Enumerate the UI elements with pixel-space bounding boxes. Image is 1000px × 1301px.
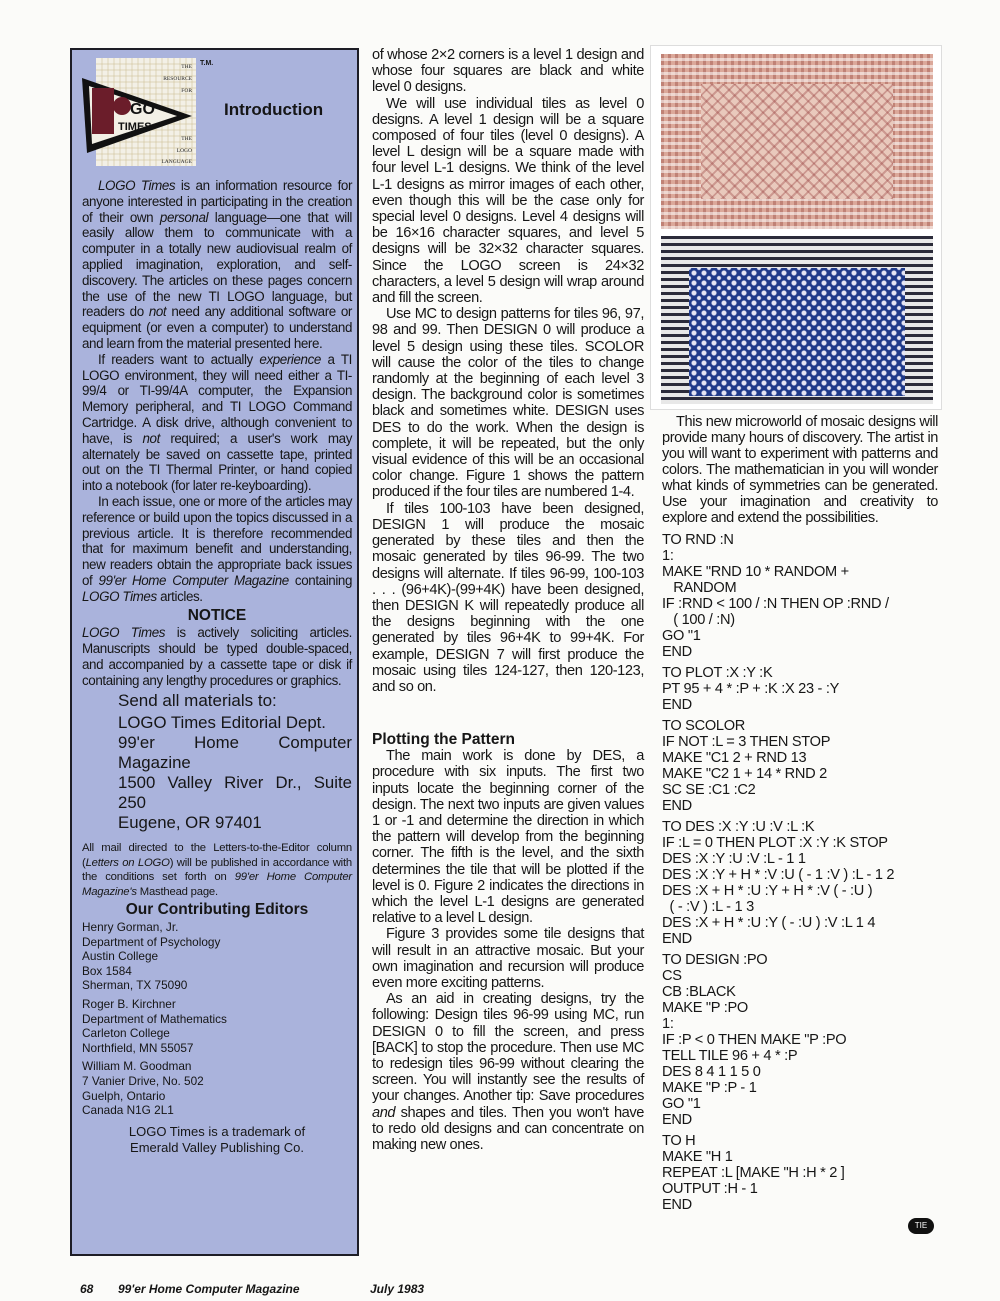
code-line: END <box>662 798 692 814</box>
text-run: Figure 3 provides some tile designs that will result in an attractive mosaic. But your own imagination and recursion will produce even more exciting patterns. <box>372 926 644 991</box>
editor-line: Department of Psychology <box>82 934 221 949</box>
code-line: END <box>662 931 692 947</box>
text-run: is actively soliciting articles. Manuscripts should be typed double-spaced, and accompanied by a cassette tape or disk if containing any lengthy procedures or graphics. <box>82 625 352 688</box>
editors-heading: Our Contributing Editors <box>125 901 309 919</box>
notice-heading: NOTICE <box>187 606 247 624</box>
text-run: We will use individual tiles as level 0 designs. A level 1 design will be a square composed of four tiles (level 0 designs). A level L design will be a square made with four level L-1 designs. We think of the level L-1 designs as mirror images of each other, even though this will be the case only for special level 0 designs. Level 4 designs will be 16×16 character squares, and level 5 designs will be 32×32 character squares. Since the LOGO screen is 24×32 characters, a level 5 design will wrap around and fill the screen. <box>372 95 644 307</box>
code-line: IF :RND < 100 / :N THEN OP :RND / <box>662 596 889 612</box>
editor-line: Canada N1G 2L1 <box>82 1103 174 1118</box>
text-run: 99'er Home Computer Magazine's <box>82 871 352 898</box>
code-line: OUTPUT :H - 1 <box>662 1181 758 1197</box>
text-run: Masthead page. <box>136 885 218 898</box>
text-run: articles. <box>156 588 203 604</box>
code-line: TO RND :N <box>662 532 734 548</box>
procedure-block <box>662 665 938 713</box>
code-line: MAKE "P :P - 1 <box>662 1080 757 1096</box>
article-paragraph <box>372 991 644 1153</box>
procedure-block <box>662 819 938 947</box>
editor-line: Department of Mathematics <box>82 1011 227 1026</box>
text-run: ) will be published in accordance with the conditions set forth on <box>82 856 352 884</box>
svg-text:LOGO: LOGO <box>176 148 192 154</box>
editor-line: Northfield, MN 55057 <box>82 1040 194 1055</box>
text-run: not <box>148 304 167 320</box>
text-run: Letters on LOGO <box>85 856 170 869</box>
article-paragraph <box>372 96 644 307</box>
article-paragraph <box>372 47 644 96</box>
code-line: CS <box>662 968 682 984</box>
text-run: not <box>142 430 160 446</box>
article-paragraph <box>372 306 644 500</box>
text-run: Use MC to design patterns for tiles 96, 97, 98 and 99. Then DESIGN 0 will produce a level 5 design using these tiles. SCOLOR will cause the color of the tiles to change randomly at the beginning of each level 3 design. The background color is sometimes black and sometimes white. DESIGN uses DES to do the work. When the design is complete, it will be repeated, but the only visual evidence of this will be an occasional color change. Figure 1 shows the pattern produced if the four tiles are numbered 1-4. <box>372 306 644 501</box>
code-line: END <box>662 697 692 713</box>
trademark-symbol: T.M. <box>200 60 214 67</box>
article-paragraph <box>372 926 644 991</box>
code-line: END <box>662 1112 692 1128</box>
code-line: GO "1 <box>662 628 701 644</box>
editor-line: Austin College <box>82 949 159 964</box>
text-run: required; a user's work may alternately be saved on cassette tape, printed out on the TI Thermal Printer, or hand copied into a notebook (for later re-keyboarding). <box>82 430 352 494</box>
text-run: LOGO Times <box>98 178 176 193</box>
page-number: 68 <box>80 1282 94 1296</box>
editor-entry <box>82 1059 352 1117</box>
logo-times-logo <box>82 58 197 166</box>
procedure-block <box>662 718 938 814</box>
editors-list <box>82 920 352 1118</box>
code-line: CB :BLACK <box>662 984 736 1000</box>
code-line: ( 100 / :N) <box>662 612 735 628</box>
issue-date: July 1983 <box>370 1282 425 1296</box>
code-line: TO DESIGN :PO <box>662 952 768 968</box>
code-line: MAKE "P :PO <box>662 1000 748 1016</box>
editor-line: Roger B. Kirchner <box>82 997 176 1012</box>
text-run: If tiles 100-103 have been designed, DESIGN 1 will produce the mosaic generated by these tiles and then the mosaic generated by tiles 96-99. The two designs will alternate. If tiles 96-99, 100-103 . . . (96+4K)-(99+4K) have been designed, then DESIGN K will repeatedly produce all the designs beginning with the one generated by tiles 96+4K to 99+4K. For example, DESIGN 7 will first produce the mosaic using tiles 124-127, then 120-123, and so on. <box>372 500 644 695</box>
code-line: PT 95 + 4 * :P + :K :X 23 - :Y <box>662 681 840 697</box>
intro-paragraph <box>82 178 352 352</box>
section-title: Introduction <box>224 100 324 119</box>
code-line: TO DES :X :Y :U :V :L :K <box>662 819 815 835</box>
code-line: MAKE "RND 10 * RANDOM + <box>662 564 849 580</box>
code-line: TO H <box>662 1133 696 1149</box>
notice-paragraph <box>82 625 352 688</box>
text-run: In each issue, one or more of the articles may reference or build upon the topics discussed in a previous article. It is therefore recommended that for maximum benefit and understanding, new readers obtain the appropriate back issues of <box>82 493 352 588</box>
code-line: ( - :V ) :L - 1 3 <box>662 899 754 915</box>
logo-code-listing <box>662 532 938 1213</box>
code-line: MAKE "C1 2 + RND 13 <box>662 750 807 766</box>
text-run: and <box>372 1104 396 1121</box>
text-run: a TI LOGO environment, they will need either a TI-99/4 or TI-99/4A computer, the Expansion Memory peripheral, and TI LOGO Command Cartridge. A disk drive, although convenient to have, is <box>82 351 353 446</box>
editor-line: Guelph, Ontario <box>82 1088 166 1103</box>
code-line: IF NOT :L = 3 THEN STOP <box>662 734 831 750</box>
text-run: experience <box>259 351 321 367</box>
editor-line: Henry Gorman, Jr. <box>82 920 179 935</box>
mail-note <box>82 841 352 899</box>
code-line: 1: <box>662 1016 674 1032</box>
code-line: 1: <box>662 548 674 564</box>
code-line: TO PLOT :X :Y :K <box>662 665 773 681</box>
article-right-column <box>662 414 938 1236</box>
text-run: containing <box>288 572 352 588</box>
code-line: TELL TILE 96 + 4 * :P <box>662 1048 798 1064</box>
text-run: If readers want to actually <box>98 351 260 367</box>
text-run: of whose 2×2 corners is a level 1 design and whose four squares are black and white level 0 designs. <box>372 47 644 96</box>
address-line: 99'er Home Computer Magazine <box>118 733 352 773</box>
text-run: All mail directed to the Letters-to-the-Editor column ( <box>82 842 352 869</box>
page-footer <box>80 1282 580 1297</box>
text-run: personal <box>159 209 209 225</box>
text-run: LOGO Times <box>82 625 166 641</box>
text-run: shapes and tiles. Then you won't have to redo old designs and can concentrate on making new ones. <box>372 1104 644 1153</box>
code-line: IF :P < 0 THEN MAKE "P :PO <box>662 1032 847 1048</box>
article-paragraph <box>372 748 644 926</box>
logo-times-sidebar <box>70 48 359 1256</box>
sidebar-body <box>82 178 352 1156</box>
code-line: DES 8 4 1 1 5 0 <box>662 1064 761 1080</box>
svg-text:THE: THE <box>181 136 192 142</box>
svg-text:LANGUAGE: LANGUAGE <box>161 159 192 165</box>
text-run: language—one that will easily allow them to communicate with a computer in a totally new audiovisual realm of applied imagination, exploration, and self-discovery. The articles on these pages concern the use of the new TI LOGO language, but readers do <box>82 209 352 320</box>
end-mark-row <box>662 1218 938 1236</box>
code-line: SC SE :C1 :C2 <box>662 782 756 798</box>
code-line: MAKE "C2 1 + 14 * RND 2 <box>662 766 827 782</box>
svg-text:FOR: FOR <box>181 88 192 94</box>
editor-line: Carleton College <box>82 1026 170 1041</box>
code-line: GO "1 <box>662 1096 701 1112</box>
end-mark-icon: TIE <box>908 1218 934 1234</box>
editor-line: 7 Vanier Drive, No. 502 <box>82 1074 204 1089</box>
editor-entry <box>82 997 352 1055</box>
send-label: Send all materials to: <box>118 690 277 710</box>
intro-paragraph <box>82 494 352 605</box>
address-line: 1500 Valley River Dr., Suite 250 <box>118 773 352 813</box>
intro-paragraph <box>82 352 352 494</box>
trademark-note <box>82 1124 352 1156</box>
code-line: DES :X :Y + H * :V :U ( - 1 :V ) :L - 1 2 <box>662 867 895 883</box>
code-line: DES :X + H * :U :Y + H * :V ( - :U ) <box>662 883 873 899</box>
section-heading: Plotting the Pattern <box>372 731 515 749</box>
svg-text:RESOURCE: RESOURCE <box>163 76 192 82</box>
closing-paragraph: This new microworld of mosaic designs will provide many hours of discovery. The artist in you will want to experiment with patterns and colors. The mathematician in you will wonder what kinds of symmetries can be generated. Use your imagination and creativity to explore and extend the possibilities. <box>662 414 938 526</box>
code-line: TO SCOLOR <box>662 718 745 734</box>
code-line: END <box>662 1197 692 1213</box>
pink-mosaic-photo <box>661 54 933 229</box>
procedure-block <box>662 532 938 660</box>
svg-text:THE: THE <box>181 64 192 70</box>
mosaic-figures <box>650 45 942 410</box>
magazine-name: 99'er Home Computer Magazine <box>118 1282 300 1296</box>
text-run: The main work is done by DES, a procedure with six inputs. The first two inputs locate the beginning corner of the design. The next two inputs are given values 1 or -1 and determine the direction in which the pattern will develop from the beginning corner. The fifth is the level, and the sixth determines the tile that will be plotted if the level is 0. Figure 2 indicates the directions in which the level L-1 designs are generated relative to a level L design. <box>372 748 644 927</box>
address-line: LOGO Times Editorial Dept. <box>118 713 326 733</box>
editor-line: Sherman, TX 75090 <box>82 978 188 993</box>
procedure-block <box>662 952 938 1128</box>
code-line: DES :X + H * :U :Y ( - :U ) :V :L 1 4 <box>662 915 876 931</box>
text-run: is an information resource for anyone interested in participating in the creation of their own <box>82 178 353 225</box>
editor-line: William M. Goodman <box>82 1059 192 1074</box>
code-line: DES :X :Y :U :V :L - 1 1 <box>662 851 806 867</box>
code-line: IF :L = 0 THEN PLOT :X :Y :K STOP <box>662 835 888 851</box>
article-paragraph <box>372 501 644 695</box>
blue-mosaic-photo <box>661 236 933 404</box>
text-run: LOGO Times <box>82 588 157 604</box>
code-line: REPEAT :L [MAKE "H :H * 2 ] <box>662 1165 845 1181</box>
trademark-line: LOGO Times is a trademark of <box>128 1123 306 1139</box>
code-line: MAKE "H 1 <box>662 1149 733 1165</box>
editor-line: Box 1584 <box>82 963 132 978</box>
svg-text:GO: GO <box>130 101 155 118</box>
code-line: RANDOM <box>662 580 737 596</box>
address-line: Eugene, OR 97401 <box>118 813 262 833</box>
code-line: END <box>662 644 692 660</box>
trademark-line: Emerald Valley Publishing Co. <box>130 1139 304 1155</box>
text-run: As an aid in creating designs, try the following: Design tiles 96-99 using MC, run DESIGN 0 to fill the screen, and press [BACK] to stop the procedure. Then use MC to redesign tiles 96-99 without clearing the screen. You will instantly see the results of your changes. Another tip: Save procedures <box>372 991 644 1105</box>
text-run: 99'er Home Computer Magazine <box>98 572 289 588</box>
editor-entry <box>82 920 352 993</box>
article-middle-column <box>372 47 644 1153</box>
svg-text:TIMES: TIMES <box>118 121 152 133</box>
procedure-block <box>662 1133 938 1213</box>
text-run: need any additional software or equipment (or even a computer) to understand and learn from the material presented here. <box>82 304 352 351</box>
